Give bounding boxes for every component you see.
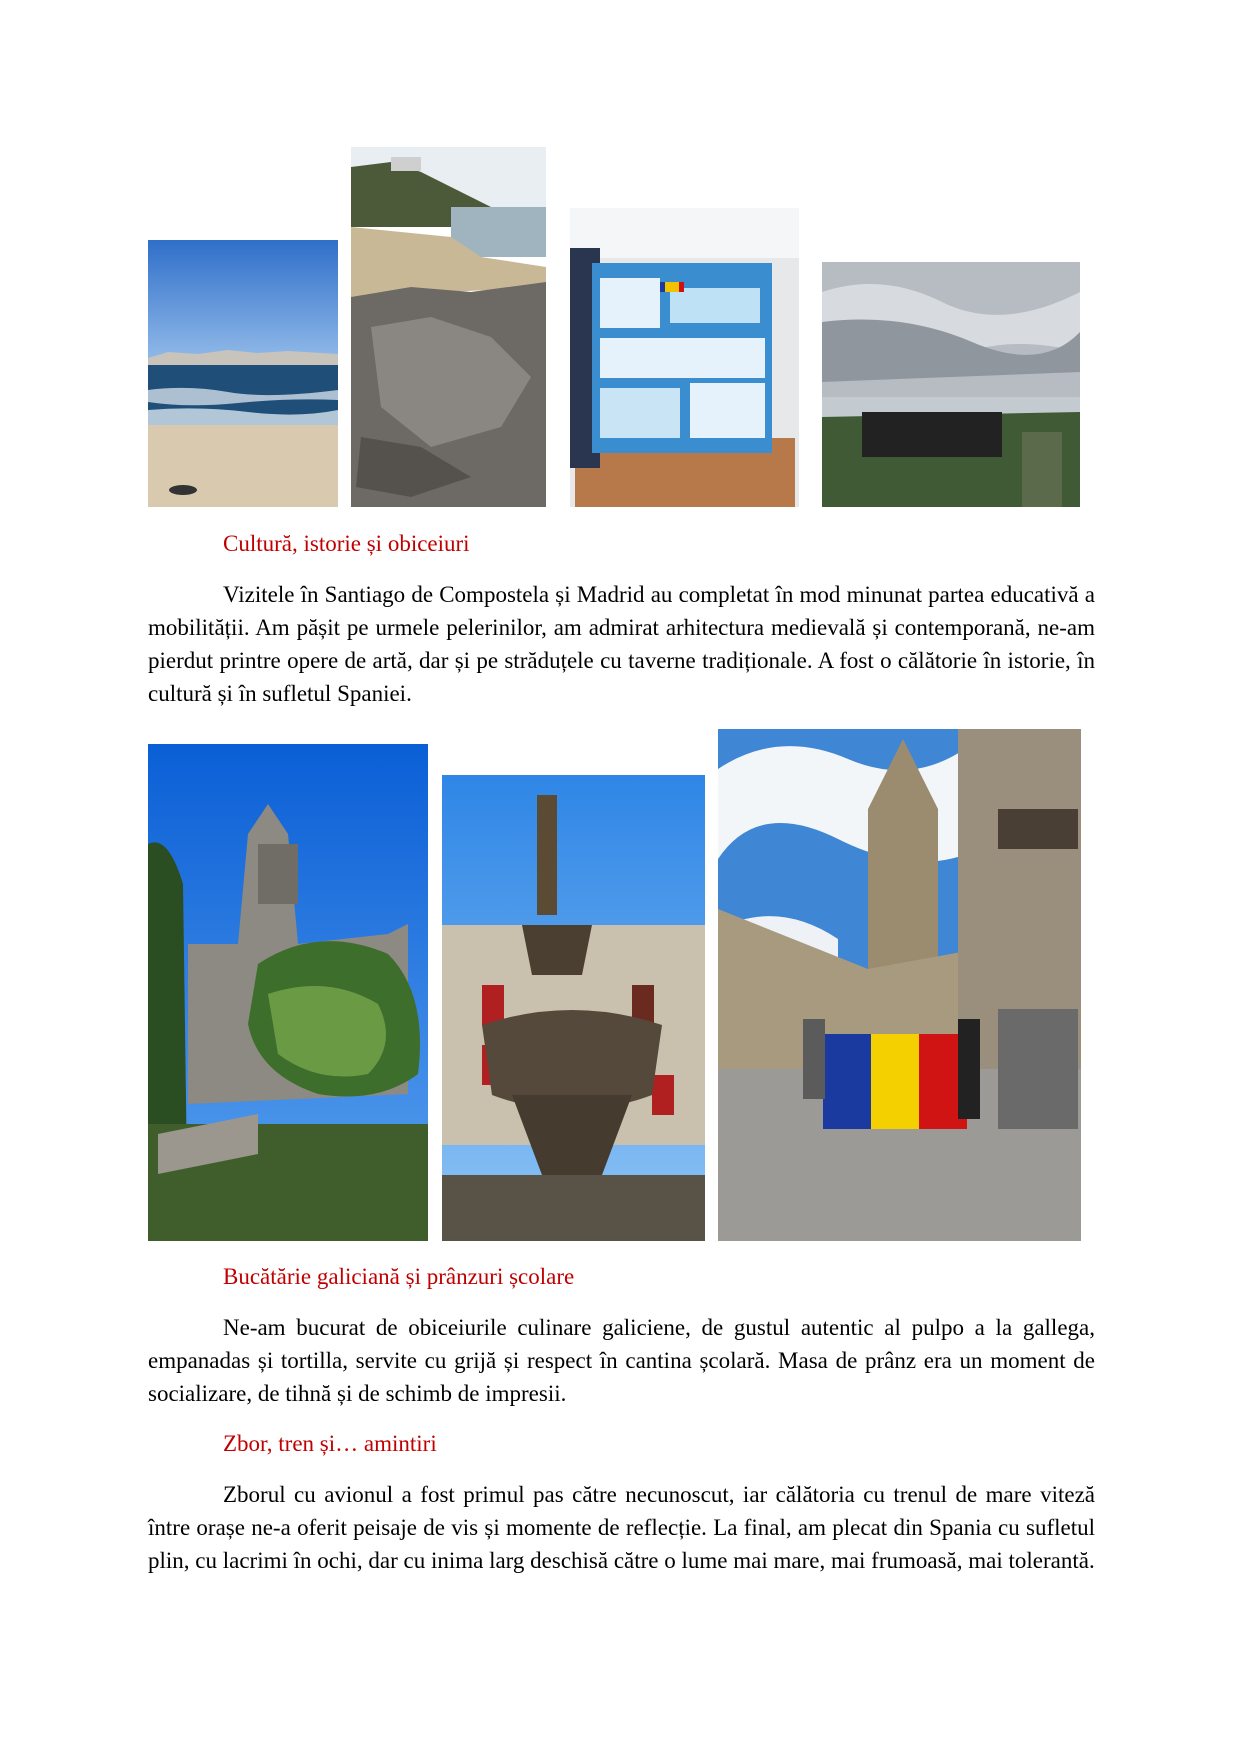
photo-group-overlook [822,262,1080,507]
paragraph-cuisine: Ne-am bucurat de obiceiurile culinare galiciene, de gustul autentic al pulpo a la gallega, empanadas și tortilla, servite cu grijă și respect în cantina școlară. Masa de prânz era un moment de socializare, de tihnă și de schimb de impresii. [148,1315,1095,1406]
photo-fish-poster [570,208,799,507]
heading-cuisine: Bucătărie galiciană și prânzuri școlare [223,1264,575,1289]
photo-cathedral-flag [718,729,1081,1241]
photo-beach-city [148,240,338,507]
paragraph-travel: Zborul cu avionul a fost primul pas către necunoscut, iar călătoria cu trenul de mare viteză între orașe ne-a oferit peisaje de vis și momente de reflecție. La final, am plecat din Spania cu sufletul plin, cu lacrimi în ochi, dar cu inima larg deschisă către o lume mai mare, mai frumoasă, mai tolerantă. [148,1482,1095,1573]
photo-fountain [442,775,705,1241]
paragraph-culture: Vizitele în Santiago de Compostela și Madrid au completat în mod minunat partea educativă a mobilității. Am pășit pe urmele pelerinilor, am admirat arhitectura medievală și contemporană, ne-am pierdut printre opere de artă, dar și pe străduțele cu taverne tradiționale. A fost o călătorie în istorie, în cultură și în sufletul Spaniei. [148,582,1095,706]
heading-travel: Zbor, tren și… amintiri [223,1431,437,1456]
photo-monastery [148,744,428,1241]
heading-culture: Cultură, istorie și obiceiuri [223,531,470,556]
photo-rocky-coast [351,147,546,507]
